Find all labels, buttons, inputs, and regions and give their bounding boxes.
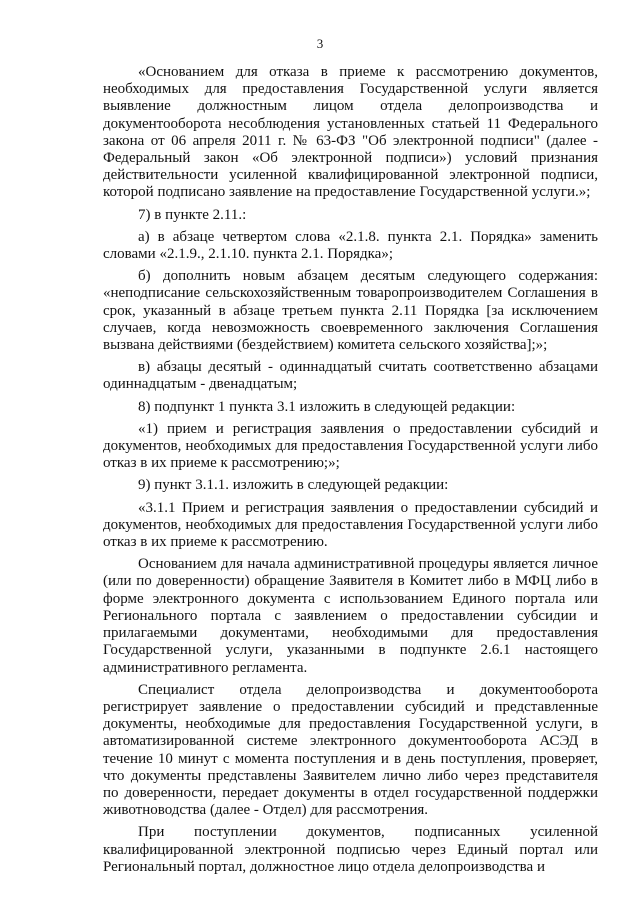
paragraph-item-9: 9) пункт 3.1.1. изложить в следующей редакции: <box>138 477 449 494</box>
paragraph-electronic-submission: При поступлении документов, подписанных усиленной квалифицированной электронной подписью через Единый портал или Региональный портал, должностное лицо отдела делопроизводства и <box>103 824 598 875</box>
paragraph-refusal-grounds: «Основанием для отказа в приеме к рассмотрению документов, необходимых для предоставления Государственной услуги является выявление должностным лицом отдела делопроизводства и документооборота несоблюдения установленных статьей 11 Федерального закона от 06 апреля 2011 г. № 63-ФЗ "Об электронной подписи" (далее - Федеральный закон «Об электронной подписи») условий признания действительности усиленной квалифицированной электронной подписи, которой подписано заявление на предоставление Государственной услуги.»; <box>103 64 598 201</box>
document-body <box>103 64 598 881</box>
paragraph-procedure-basis: Основанием для начала административной процедуры является личное (или по доверенности) обращение Заявителя в Комитет либо в МФЦ либо в форме электронного документа с использованием Единого портала или Регионального портала с заявлением о предоставлении субсидии и прилагаемыми документами, необходимыми для предоставления Государственной услуги, указанными в подпункте 2.6.1 настоящего административного регламента. <box>103 556 598 676</box>
paragraph-item-7a: а) в абзаце четвертом слова «2.1.8. пункта 2.1. Порядка» заменить словами «2.1.9., 2.1.10. пункта 2.1. Порядка»; <box>103 228 598 263</box>
paragraph-item-8-text: «1) прием и регистрация заявления о предоставлении субсидий и документов, необходимых для предоставления Государственной услуги либо отказ в их приеме к рассмотрению;»; <box>103 420 598 472</box>
paragraph-item-8: 8) подпункт 1 пункта 3.1 изложить в следующей редакции: <box>138 398 516 415</box>
paragraph-item-7b: б) дополнить новым абзацем десятым следующего содержания: «неподписание сельскохозяйственным товаропроизводителем Соглашения в срок, указанный в абзаце третьем пункта 2.11 Порядка [за исключением случаев, когда невозможность своевременного заключения Соглашения вызвана действиями (бездействием) комитета сельского хозяйства];»; <box>103 268 598 354</box>
page-number: 3 <box>316 36 324 51</box>
paragraph-item-7: 7) в пункте 2.11.: <box>138 206 247 223</box>
paragraph-item-3-1-1: «3.1.1 Прием и регистрация заявления о предоставлении субсидий и документов, необходимых для предоставления Государственной услуги либо отказ в их приеме к рассмотрению. <box>103 499 598 551</box>
paragraph-registration: Специалист отдела делопроизводства и документооборота регистрирует заявление о предоставлении субсидий и представленные документы, необходимые для предоставления Государственной услуги, в автоматизированной системе электронного документооборота АСЭД в течение 10 минут с момента поступления и в день поступления, проверяет, что документы представлены Заявителем лично либо через представителя по доверенности, передает документы в отдел государственной поддержки животноводства (далее - Отдел) для рассмотрения. <box>103 681 598 819</box>
paragraph-item-7c: в) абзацы десятый - одиннадцатый считать соответственно абзацами одиннадцатым - двенадцатым; <box>103 359 598 393</box>
